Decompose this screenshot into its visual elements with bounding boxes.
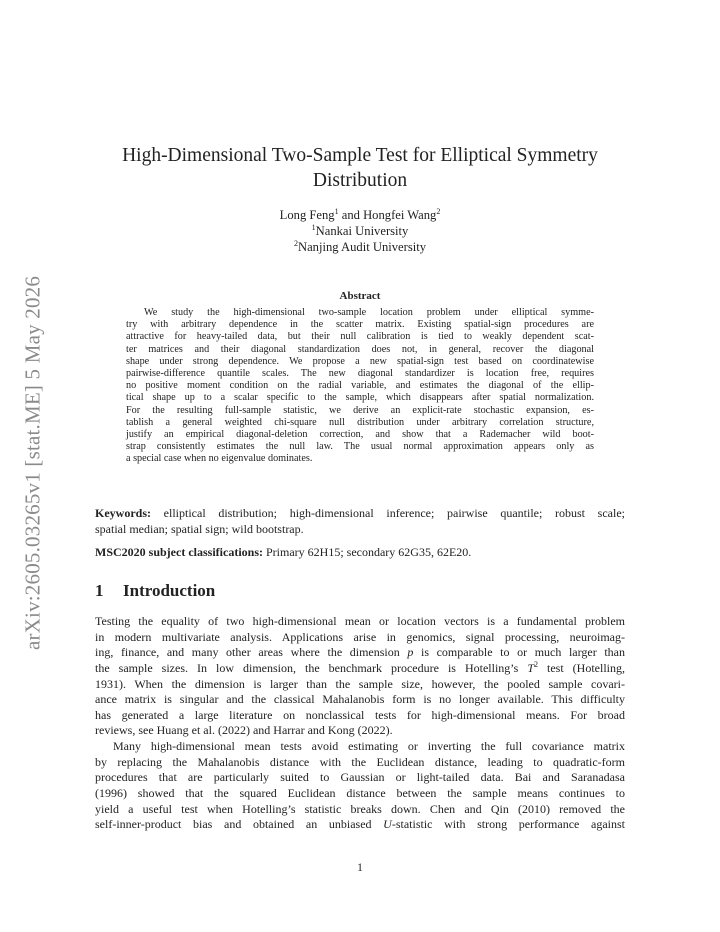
abstract-line: tical shape up to a scalar specific to the sample, which disappears after spatial normalization.	[126, 392, 594, 404]
abstract-line: For the resulting full-sample statistic, we derive an explicit-rate stochastic expansion, es-	[126, 404, 594, 416]
abstract-text	[126, 307, 594, 465]
abstract-line: tablish a general weighted chi-square null distribution under arbitrary correlation structure,	[126, 416, 594, 428]
affiliation-line	[0, 239, 720, 255]
title-line-1: High-Dimensional Two-Sample Test for Elliptical Symmetry	[122, 145, 598, 166]
section-number: 1	[95, 581, 104, 600]
msc-label: MSC2020 subject classifications:	[95, 545, 263, 559]
body-line	[95, 817, 625, 833]
math-variable: T	[527, 660, 534, 675]
author-name: Long Feng	[279, 208, 335, 222]
math-variable: p	[407, 645, 414, 660]
body-text-fragment: test (Hotelling,	[538, 660, 625, 675]
body-line: 1931). When the dimension is larger than the sample size, however, the pooled sample covari-	[95, 676, 625, 691]
body-line: by replacing the Mahalanobis distance with the Euclidean distance, leading to quadratic-form	[95, 754, 625, 769]
body-line	[95, 645, 625, 661]
body-line: procedures that are particularly suited to Gaussian or light-tailed data. Bai and Saranadasa	[95, 770, 625, 785]
abstract-line: shape under strong dependence. We propose a new spatial-sign test based on coordinatewise	[126, 355, 594, 367]
body-line: yield a useful test when Hotelling’s statistic breaks down. Chen and Qin (2010) removed the	[95, 801, 625, 816]
abstract-line: a special case when no eigenvalue dominates.	[126, 453, 313, 465]
affiliation-marker: 2	[293, 239, 298, 248]
abstract-line: no positive moment condition on the radial variable, and estimates the diagonal of the ellip-	[126, 380, 594, 392]
author-conjunction: and	[338, 208, 364, 222]
body-text-fragment: self-inner-product bias and obtained an unbiased	[95, 817, 384, 832]
section-title: Introduction	[123, 581, 216, 600]
keywords-line: spatial median; spatial sign; wild bootstrap.	[95, 521, 304, 536]
body-text-fragment: is comparable to or much larger than	[413, 645, 626, 660]
author-block	[0, 207, 720, 255]
body-line: Testing the equality of two high-dimensional mean or location vectors is a fundamental problem	[95, 614, 625, 628]
msc-text: Primary 62H15; secondary 62G35, 62E20.	[263, 545, 472, 559]
body-text-fragment: -statistic with strong performance against	[391, 817, 625, 832]
body-line	[95, 661, 625, 677]
body-line: in modern multivariate analysis. Applications arise in genomics, signal processing, neuroimag-	[95, 629, 625, 644]
body-line: Many high-dimensional mean tests avoid estimating or inverting the full covariance matrix	[113, 739, 625, 754]
abstract-line: ter matrices and their diagonal standardization does not, in general, recover the diagonal	[126, 343, 594, 355]
body-text	[95, 614, 625, 833]
body-line: ance matrix is singular and the classical Mahalanobis form is no longer available. This difficulty	[95, 692, 625, 707]
msc-classifications	[95, 545, 625, 561]
abstract-line: try with arbitrary dependence in the scatter matrix. Existing spatial-sign procedures are	[126, 319, 594, 331]
paper-title	[0, 143, 720, 193]
author-line	[0, 207, 720, 223]
keywords-line	[95, 506, 625, 522]
msc-line	[95, 545, 625, 561]
body-text-fragment: ing, finance, and many other areas where the dimension	[95, 645, 408, 660]
keywords	[95, 506, 625, 537]
abstract-line: pairwise-difference quantile scales. The new diagonal standardizer is location free, requires	[126, 367, 594, 379]
affiliation-marker: 1	[334, 207, 339, 216]
affiliation-marker: 2	[436, 207, 441, 216]
abstract-line: attractive for heavy-tailed data, but their null calibration is tied to weakly dependent scat-	[126, 331, 594, 343]
keywords-label: Keywords:	[95, 506, 151, 520]
abstract-heading: Abstract	[339, 290, 381, 302]
abstract-line: justify an empirical diagonal-deletion correction, and show that a Rademacher wild boot-	[126, 428, 594, 440]
affiliation-line	[0, 223, 720, 239]
affiliation-marker: 1	[311, 223, 316, 232]
affiliation-name: Nankai University	[315, 224, 409, 238]
keywords-text: elliptical distribution; high-dimensional inference; pairwise quantile; robust scale;	[151, 506, 625, 520]
abstract-line: We study the high-dimensional two-sample location problem under elliptical symme-	[144, 307, 594, 318]
arxiv-identifier: arXiv:2605.03265v1 [stat.ME] 5 May 2026	[20, 275, 45, 651]
author-name: Hongfei Wang	[363, 208, 437, 222]
body-text-fragment: the sample sizes. In low dimension, the benchmark procedure is Hotelling’s	[95, 660, 528, 675]
body-line: reviews, see Huang et al. (2022) and Harrar and Kong (2022).	[95, 723, 393, 738]
body-line: (1996) showed that the squared Euclidean distance between the sample means continues to	[95, 786, 625, 801]
body-line: has generated a large literature on nonclassical tests for high-dimensional means. For broad	[95, 707, 625, 722]
affiliation-name: Nanjing Audit University	[297, 240, 427, 254]
section-heading	[95, 581, 215, 601]
math-variable: U	[383, 817, 392, 832]
title-line-2: Distribution	[312, 170, 408, 191]
page-number: 1	[357, 862, 363, 874]
abstract-line: strap consistently estimates the null law. The usual normal approximation appears only as	[126, 441, 594, 453]
math-superscript: 2	[534, 659, 538, 669]
